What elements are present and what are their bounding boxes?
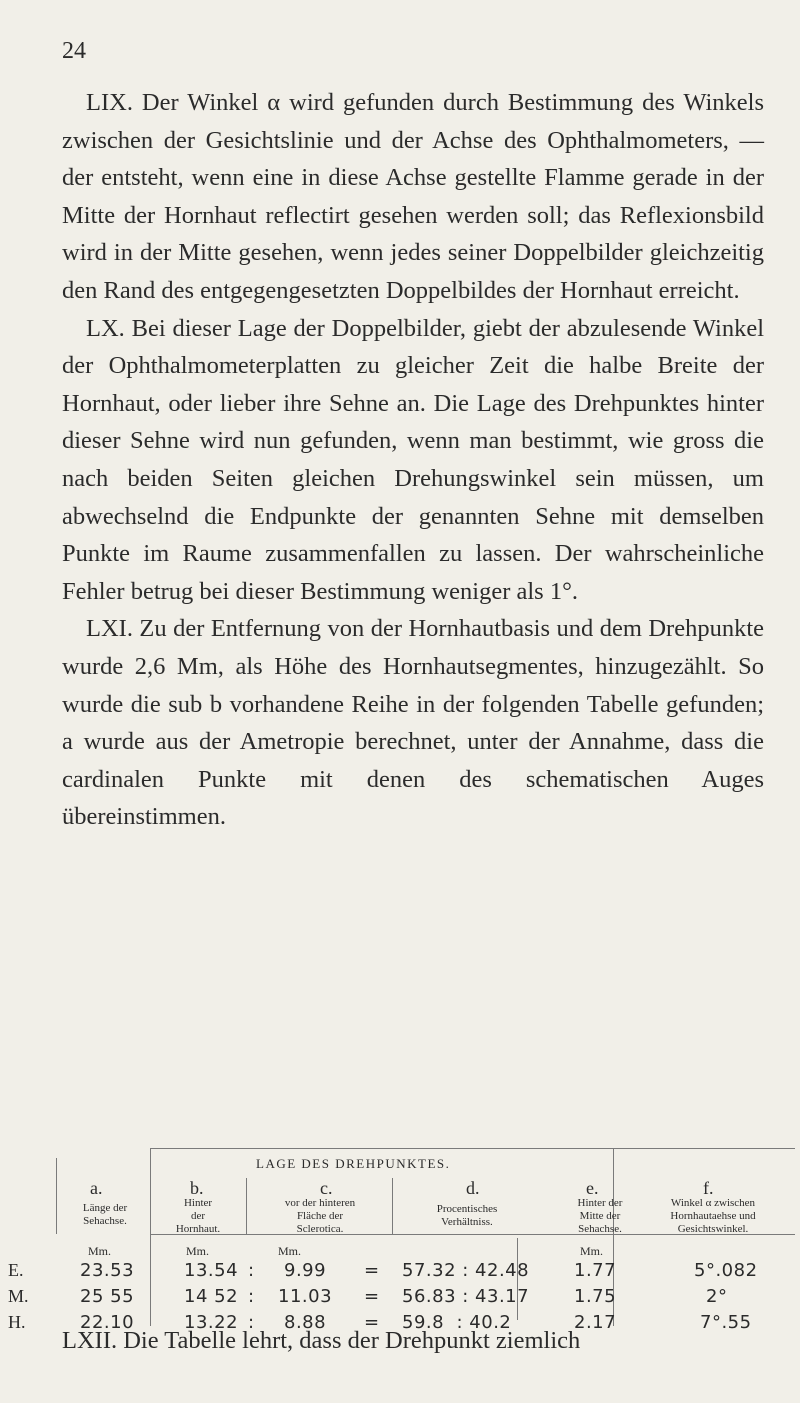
row-label: H. [8,1312,26,1332]
cell-c: 9.99 [284,1260,327,1281]
drehpunkt-table [0,1148,800,1403]
col-letter-e: e. [586,1178,599,1198]
col-desc-d: Procentisches Verhältniss. [436,1203,498,1228]
cell-a: 25 55 [80,1286,135,1307]
unit-c: Mm. [278,1244,302,1258]
cell-e: 2.17 [574,1312,617,1333]
col-divider-a-left [56,1158,57,1234]
paragraph-lix: LIX. Der Winkel α wird gefunden durch Bestimmung des Winkels zwischen der Gesichtslinie und der Achse des Ophthalmometers, — der entsteht, wenn eine in diese Achse gestellte Flamme gerade in der Mitte der Hornhaut reflectirt gesehen werden soll; das Reflexionsbild wird in der Mitte gesehen, wenn jedes seiner Doppelbilder gleichzeitig den Rand des entgegengesetzten Doppelbildes der Hornhaut erreicht. [62,89,764,304]
equals-sign: = [364,1260,380,1281]
cell-b: 13.54 [184,1260,239,1281]
paragraph-lx: LX. Bei dieser Lage der Doppelbilder, giebt der abzulesende Winkel der Ophthalmometerplatten zu gleicher Zeit die halbe Breite der Hornhaut, oder lieber ihre Sehne an. Die Lage des Drehpunktes hinter dieser Sehne wird nun gefunden, wenn man bestimmt, wie gross die nach beiden Seiten gleichen Drehungswinkel sein müssen, um abwechselnd die Endpunkte der genannten Sehne mit demselben Punkte im Raume zusammenfallen zu lassen. Der wahrscheinliche Fehler betrug bei dieser Bestimmung weniger als 1°. [62,314,764,605]
col-divider-b [246,1178,247,1234]
col-letter-f: f. [703,1178,714,1198]
unit-b: Mm. [186,1244,210,1258]
cell-d: 57.32 : 42.48 [402,1260,530,1281]
body-text [62,84,764,836]
unit-a: Mm. [88,1244,112,1258]
col-letter-a: a. [90,1178,103,1198]
footer-text: LXII. Die Tabelle lehrt, dass der Drehpunkt ziemlich [62,1327,581,1354]
col-desc-a: Länge der Sehachse. [82,1202,128,1227]
col-desc-e: Hinter der Mitte der Sehachse. [577,1197,623,1235]
equals-sign: = [364,1286,380,1307]
col-desc-b: Hinter der Hornhaut. [175,1197,221,1235]
colon: : [248,1260,255,1281]
cell-f: 2° [706,1286,728,1307]
cell-f: 5°.082 [694,1260,758,1281]
col-desc-c: vor der hinteren Fläche der Sclerotica. [284,1197,356,1235]
colon: : [248,1286,255,1307]
col-letter-b: b. [190,1178,204,1198]
paragraph-lxi: LXI. Zu der Entfernung von der Hornhautbasis und dem Drehpunkte wurde 2,6 Mm, als Höhe des Hornhautsegmentes, hinzugezählt. So wurde die sub b vorhandene Reihe in der folgenden Tabelle gefunden; a wurde aus der Ametropie berechnet, unter der Annahme, dass die cardinalen Punkte mit denen des schematischen Auges übereinstimmen. [62,615,764,831]
cell-b: 14 52 [184,1286,239,1307]
col-divider-a [150,1148,151,1326]
col-divider-c [392,1178,393,1234]
row-label: E. [8,1260,24,1280]
col-letter-c: c. [320,1178,333,1198]
table-top-rule [150,1148,795,1149]
group-header: LAGE DES DREHPUNKTES. [256,1156,451,1171]
cell-d: 59.8 : 40.2 [402,1312,512,1333]
equals-sign: = [364,1312,380,1333]
cell-e: 1.77 [574,1260,617,1281]
page-number: 24 [62,38,86,64]
cell-c: 8.88 [284,1312,327,1333]
col-letter-d: d. [466,1178,480,1198]
cell-a: 23.53 [80,1260,135,1281]
row-label: M. [8,1286,29,1306]
unit-e: Mm. [580,1244,604,1258]
cell-c: 11.03 [278,1286,333,1307]
cell-e: 1.75 [574,1286,617,1307]
col-desc-f: Winkel α zwischen Hornhautaehse und Gesichtswinkel. [670,1197,756,1235]
cell-a: 22.10 [80,1312,135,1333]
colon: : [248,1312,255,1333]
cell-f: 7°.55 [700,1312,752,1333]
cell-d: 56.83 : 43.17 [402,1286,530,1307]
cell-b: 13.22 [184,1312,239,1333]
